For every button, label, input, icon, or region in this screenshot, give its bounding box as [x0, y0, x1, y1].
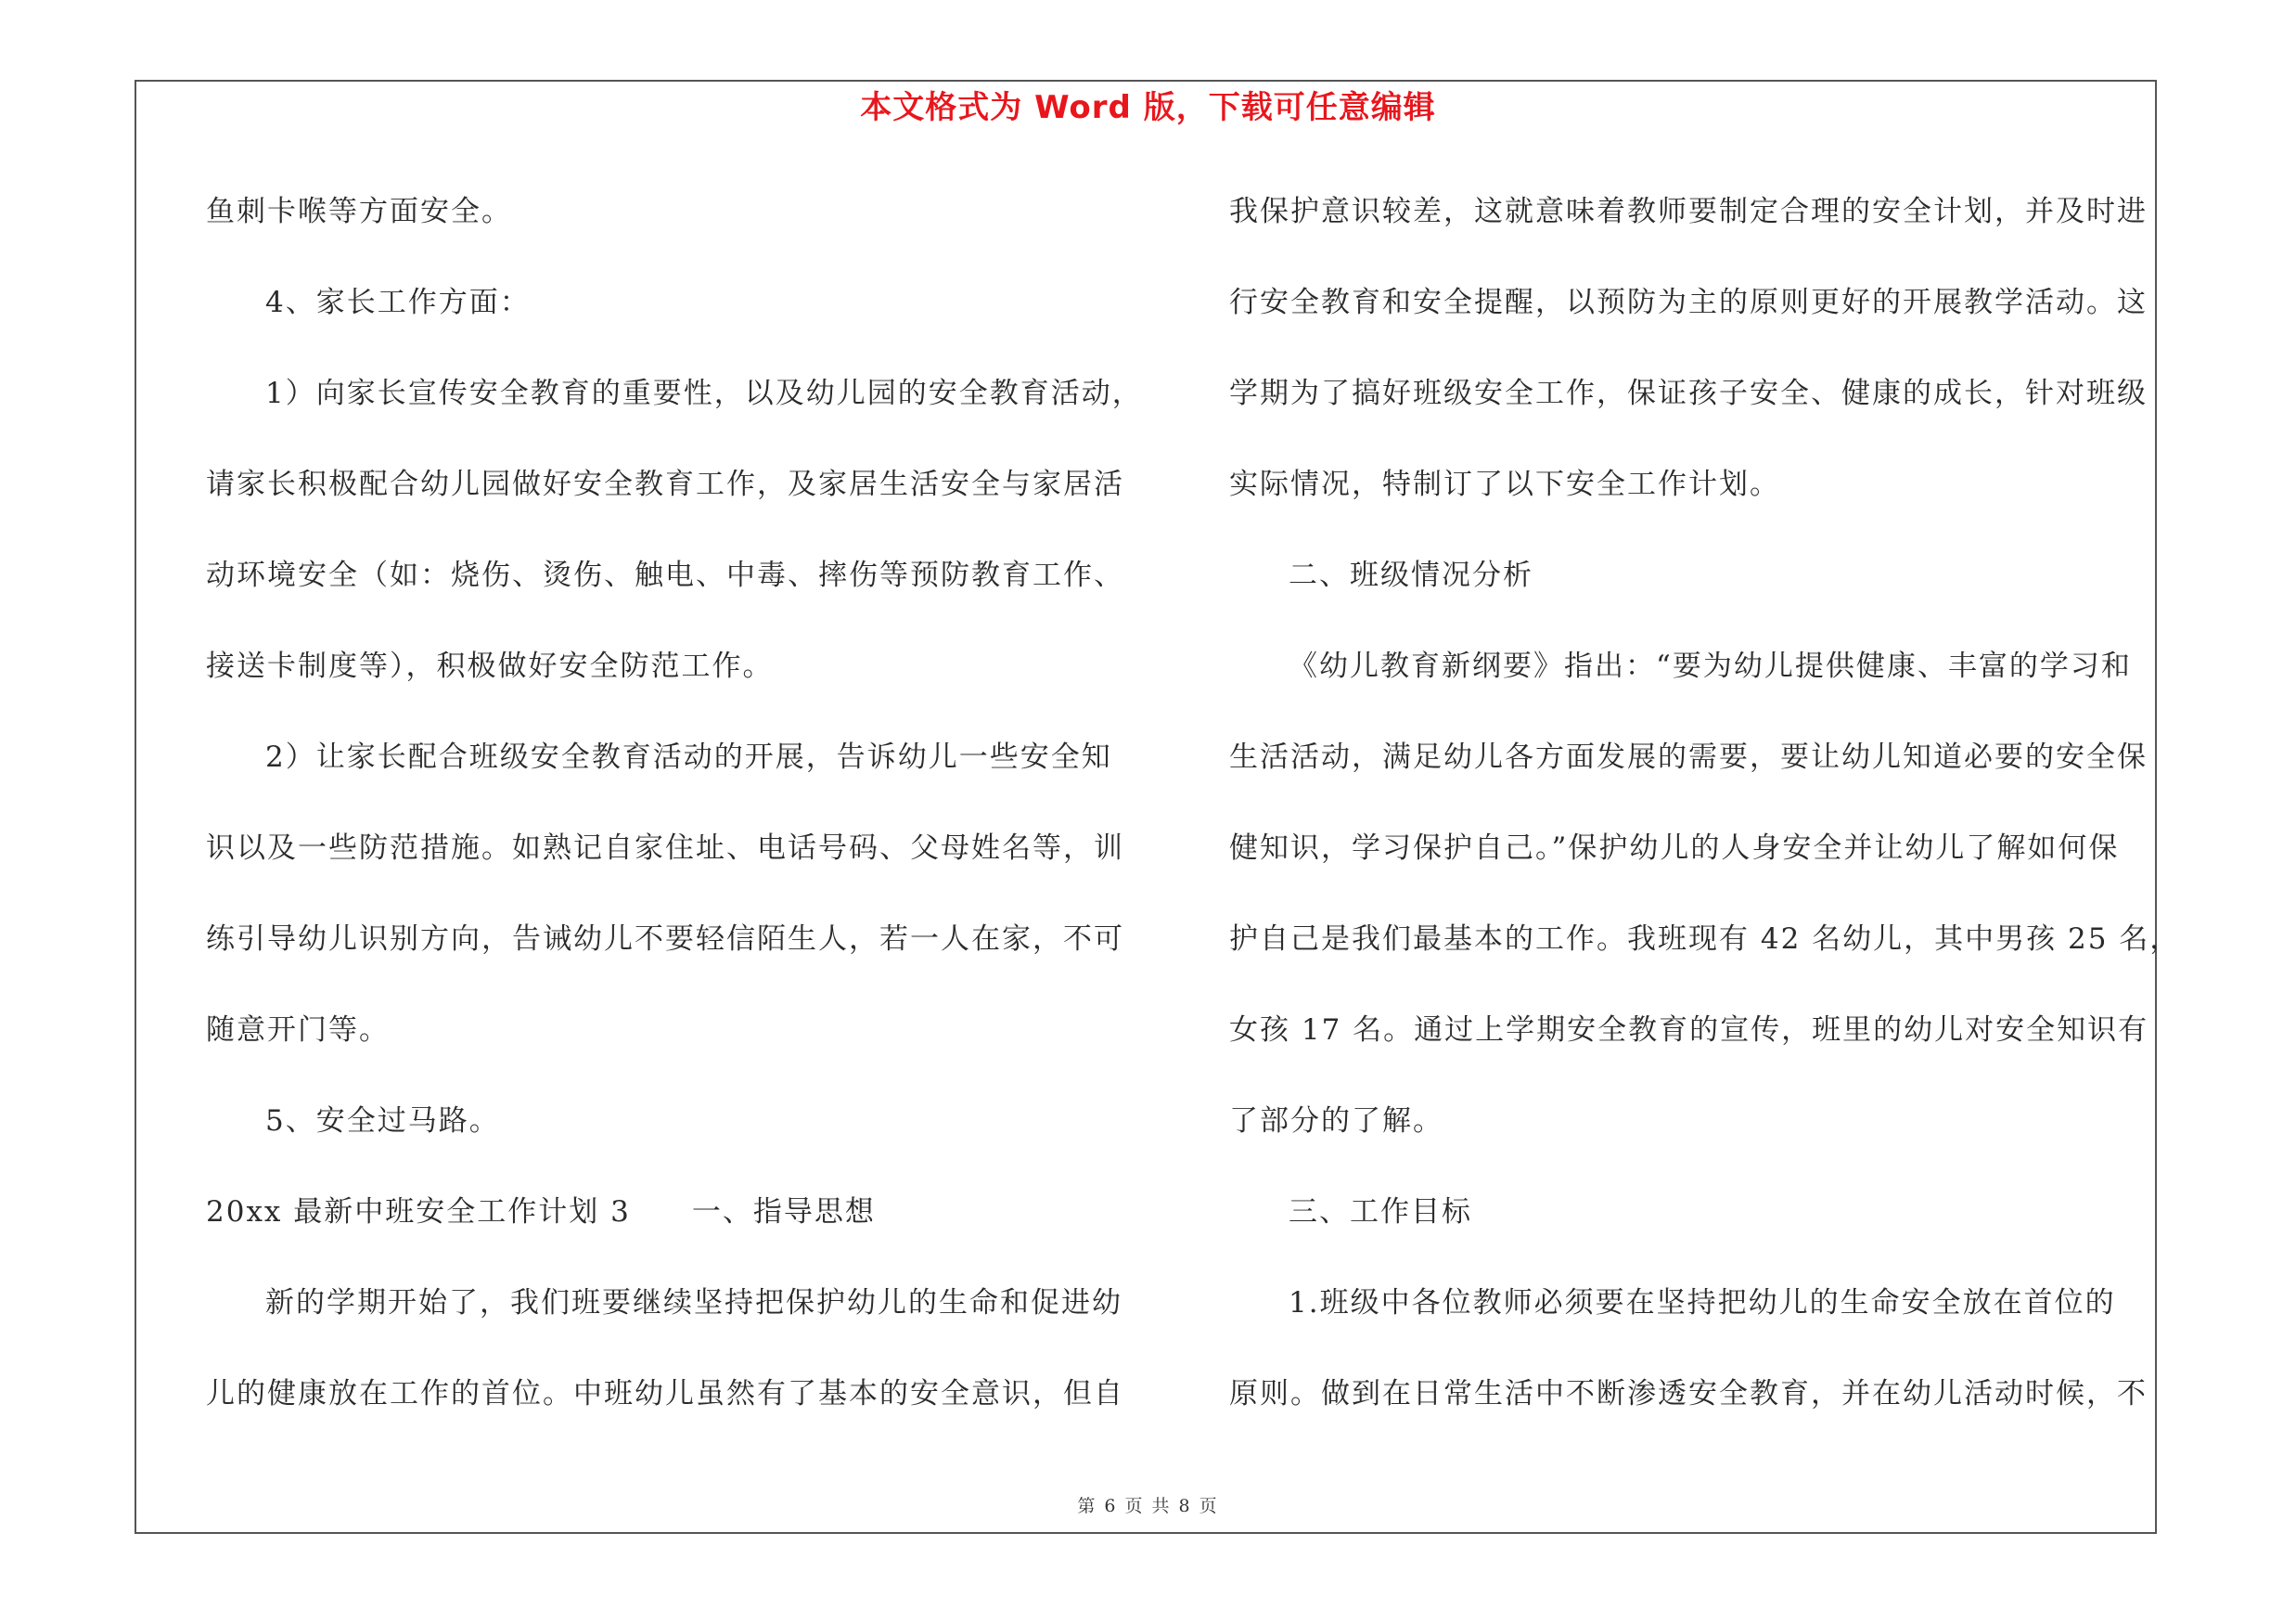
text-line: 健知识，学习保护自己。”保护幼儿的人身安全并让幼儿了解如何保 — [1229, 831, 2120, 865]
page-number: 第 6 页 共 8 页 — [1077, 1496, 1219, 1516]
text-line: 行安全教育和安全提醒，以预防为主的原则更好的开展教学活动。这 — [1229, 286, 2148, 319]
text-line: 学期为了搞好班级安全工作，保证孩子安全、健康的成长，针对班级 — [1229, 377, 2148, 410]
text-line: 实际情况，特制订了以下安全工作计划。 — [1229, 468, 1780, 501]
text-line: 生活活动，满足幼儿各方面发展的需要，要让幼儿知道必要的安全保 — [1229, 741, 2148, 774]
text-line: 了部分的了解。 — [1229, 1104, 1443, 1138]
left-text-column — [206, 184, 1143, 1457]
text-line: 护自己是我们最基本的工作。我班现有 42 名幼儿，其中男孩 25 名， — [1229, 922, 2181, 956]
section-heading-line: 三、工作目标 — [1289, 1195, 1472, 1229]
text-line: 接送卡制度等），积极做好安全防范工作。 — [206, 650, 774, 683]
text-line: 练引导幼儿识别方向，告诫幼儿不要轻信陌生人，若一人在家，不可 — [206, 922, 1124, 956]
text-line: 5、安全过马路。 — [265, 1104, 500, 1138]
text-line: 鱼刺卡喉等方面安全。 — [206, 195, 512, 228]
section-heading-line: 20xx 最新中班安全工作计划 3 一、指导思想 — [206, 1195, 876, 1229]
text-line: 1.班级中各位教师必须要在坚持把幼儿的生命安全放在首位的 — [1289, 1286, 2116, 1320]
text-line: 2）让家长配合班级安全教育活动的开展，告诉幼儿一些安全知 — [265, 741, 1112, 774]
text-line: 识以及一些防范措施。如熟记自家住址、电话号码、父母姓名等，训 — [206, 831, 1124, 865]
text-line: 儿的健康放在工作的首位。中班幼儿虽然有了基本的安全意识，但自 — [206, 1377, 1124, 1410]
text-line: 1）向家长宣传安全教育的重要性，以及幼儿园的安全教育活动， — [265, 377, 1143, 410]
text-line: 我保护意识较差，这就意味着教师要制定合理的安全计划，并及时进 — [1229, 195, 2148, 228]
format-banner: 本文格式为 Word 版，下载可任意编辑 — [860, 89, 1436, 126]
text-line: 原则。做到在日常生活中不断渗透安全教育，并在幼儿活动时候，不 — [1229, 1377, 2148, 1410]
text-line: 动环境安全（如：烧伤、烫伤、触电、中毒、摔伤等预防教育工作、 — [206, 559, 1124, 592]
text-line: 随意开门等。 — [206, 1013, 390, 1047]
text-line: 新的学期开始了，我们班要继续坚持把保护幼儿的生命和促进幼 — [265, 1286, 1122, 1320]
section-heading-line: 二、班级情况分析 — [1289, 559, 1533, 592]
right-text-column — [1229, 184, 2181, 1457]
text-line: 请家长积极配合幼儿园做好安全教育工作，及家居生活安全与家居活 — [206, 468, 1124, 501]
text-line: 女孩 17 名。通过上学期安全教育的宣传，班里的幼儿对安全知识有 — [1229, 1013, 2149, 1047]
text-line: 4、家长工作方面： — [265, 286, 531, 319]
text-line: 《幼儿教育新纲要》指出：“要为幼儿提供健康、丰富的学习和 — [1289, 650, 2132, 683]
